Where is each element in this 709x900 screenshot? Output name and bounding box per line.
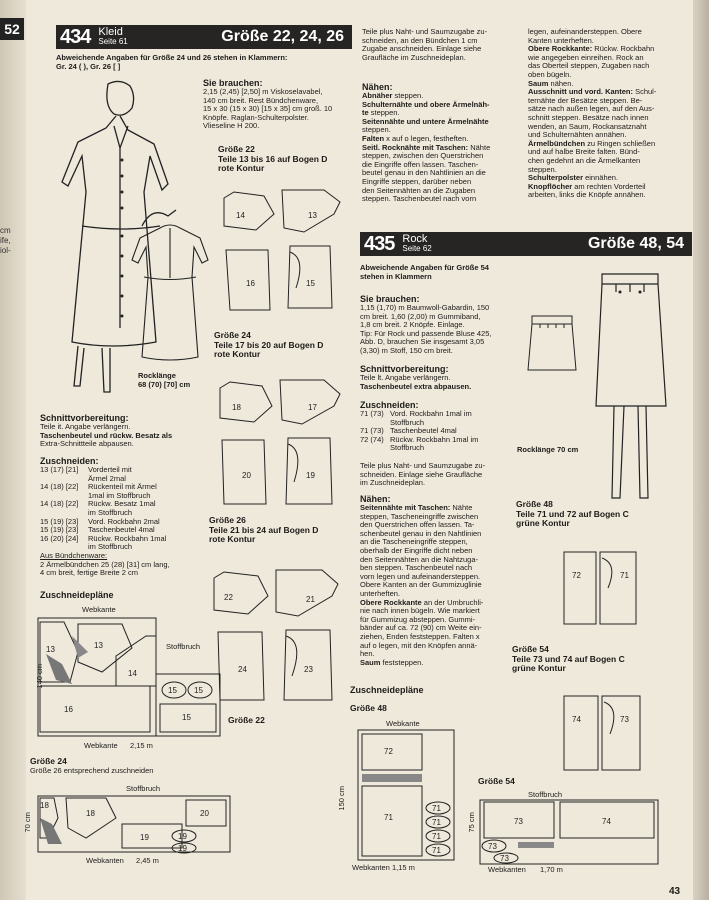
- instruction-text: den Seitennähten an die Zugaben: [362, 185, 476, 195]
- instruction-keyword: Schulternähte und obere Ärmelnäh-: [362, 99, 490, 109]
- instruction-text: am rechten Vorderteil: [572, 181, 646, 191]
- skirt-length-value: 68 (70) [70] cm: [138, 379, 191, 389]
- piece-description: im Stoffbruch: [88, 542, 133, 552]
- pattern-number: 435: [364, 232, 395, 255]
- svg-text:15: 15: [182, 713, 191, 722]
- instruction-text: Nähte: [468, 142, 491, 152]
- pattern-prep-section-435: [360, 364, 520, 391]
- instruction-text: an der Umbruchli-: [421, 597, 484, 607]
- size-22-pieces-label: [218, 145, 327, 174]
- instruction-line: [360, 659, 520, 668]
- size-sheet-line: Teile 71 und 72 auf Bogen C: [516, 508, 629, 519]
- size-26-pieces-label: [209, 516, 318, 545]
- instruction-text: nähen.: [548, 78, 574, 88]
- piece-description: Vorderteil mit: [88, 465, 132, 474]
- plan-size-note: Größe 26 entsprechend zuschneiden: [30, 765, 154, 775]
- instruction-text: steppen.: [528, 164, 557, 174]
- instruction-text: das Oberteil steppen, Zugaben nach: [528, 61, 650, 71]
- svg-text:73: 73: [500, 854, 509, 863]
- instruction-text: feststeppen.: [380, 657, 424, 667]
- fabric-width-label: 1,70 m: [540, 865, 563, 874]
- svg-text:20: 20: [242, 471, 251, 480]
- materials-title: Sie brauchen:: [360, 294, 420, 304]
- prep-line: Teile it. Angabe verlängern.: [40, 422, 131, 431]
- svg-text:73: 73: [514, 817, 523, 826]
- instruction-keyword: Seitennähte und untere Ärmelnähte: [362, 116, 489, 126]
- fabric-height-label: 75 cm: [466, 812, 476, 833]
- instruction-keyword: Saum: [528, 78, 549, 88]
- svg-text:14: 14: [236, 211, 245, 220]
- deviation-note: [56, 54, 356, 71]
- instruction-line: schneiden. Einlage siehe Graufläche: [360, 469, 483, 479]
- instruction-text: den Querstrichen offen lassen. Ta-: [360, 520, 475, 530]
- piece-numbers: 72 (74): [360, 434, 384, 444]
- instruction-keyword: Ärmelbündchen: [528, 138, 586, 148]
- size-sheet-line: Teile 17 bis 20 auf Bogen D: [214, 339, 324, 350]
- instruction-text: x auf o legen, festheften.: [384, 133, 469, 143]
- prep-line: Extra-Schnittteile abpausen.: [40, 439, 134, 449]
- instruction-keyword: Obere Rockkante:: [528, 44, 593, 54]
- instruction-line: Teile plus Naht- und Saumzugabe zu-: [360, 461, 486, 470]
- instruction-text: nie nach innen bügeln. Wie markiert: [360, 606, 480, 616]
- piece-numbers: 15 (19) [23]: [40, 516, 79, 526]
- instruction-text: oberhalb der Eingriffe dicht neben: [360, 545, 473, 555]
- instruction-text: schnitt steppen. Besätze nach innen: [528, 112, 649, 122]
- size-26-pattern-pieces: [208, 558, 348, 708]
- materials-line: 1,8 cm breit. 2 Knöpfe. Einlage.: [360, 320, 465, 330]
- instruction-text: legen, aufeinandersteppen. Obere: [528, 27, 642, 36]
- ribbing-line: 2 Ärmelbündchen 25 (28) [31] cm lang,: [40, 559, 170, 569]
- cutting-plans-title: Zuschneidepläne: [40, 590, 114, 600]
- svg-text:18: 18: [40, 801, 49, 810]
- instruction-keyword: Seitl. Rocknähte mit Taschen:: [362, 142, 469, 152]
- instruction-text: und Schulternähten annähen.: [528, 130, 627, 140]
- size-contour: grüne Kontur: [516, 518, 570, 528]
- materials-section-435: [360, 294, 520, 356]
- sewing-section-435: [360, 494, 520, 667]
- pattern-prep-section: [40, 413, 210, 449]
- selvages-label: Webkanten: [86, 856, 124, 865]
- skirt-back-view: [524, 312, 580, 374]
- fabric-height-label: 150 cm: [337, 785, 347, 811]
- deviation-note-435: [360, 264, 530, 281]
- prep-line: Taschenbeutel extra abpausen.: [360, 381, 472, 391]
- svg-text:23: 23: [304, 665, 313, 674]
- instruction-text: vorn legen und aufeinandersteppen.: [360, 571, 481, 581]
- materials-line: cm breit. 1,60 (2,00) m Gummiband,: [360, 311, 481, 321]
- instruction-text: Nähte: [450, 503, 473, 512]
- svg-text:71: 71: [384, 813, 393, 822]
- cutting-list: [360, 410, 520, 453]
- ribbing-line: 4 cm breit, fertige Breite 2 cm: [40, 568, 138, 578]
- instruction-text: zu Ringen schließen: [585, 138, 656, 148]
- materials-line: Tip: Für Rock und passende Bluse 425,: [360, 328, 492, 338]
- instruction-line: [528, 191, 698, 200]
- fabric-width-label: 1,15 m: [392, 863, 415, 872]
- svg-text:74: 74: [602, 817, 611, 826]
- piece-description: Rückw. Besatz 1mal: [88, 499, 156, 509]
- instruction-text: den Seitennähten an die Nahtzuga-: [360, 554, 479, 564]
- cutting-plan-size-24: [36, 794, 232, 856]
- cutting-row: [360, 436, 520, 445]
- piece-numbers: 15 (19) [23]: [40, 525, 79, 535]
- pattern-number: 434: [60, 25, 91, 48]
- selvage-label: Webkante: [84, 741, 118, 750]
- pattern-sizes: Größe 22, 24, 26: [221, 28, 344, 45]
- piece-description: Taschenbeutel 4mal: [390, 426, 457, 436]
- materials-line: 15 x 30 (15 x 30) [15 x 35] cm groß. 10: [203, 104, 333, 114]
- svg-text:13: 13: [94, 641, 103, 650]
- svg-text:15: 15: [168, 686, 177, 695]
- size-54-pieces-label: [512, 645, 625, 674]
- deviation-note-line: Gr. 24 ( ), Gr. 26 [ ]: [56, 61, 121, 71]
- instruction-keyword: Saum: [360, 657, 381, 667]
- fabric-height-label: 140 cm: [35, 663, 45, 689]
- size-title: Größe 22: [218, 144, 255, 154]
- instruction-text: die Eingriffe offen lassen. Taschen-: [362, 159, 479, 169]
- instruction-text: Kanten unterheften.: [528, 35, 594, 45]
- instruction-text: an die Tascheneingriffe steppen,: [360, 537, 468, 547]
- svg-text:15: 15: [306, 279, 315, 288]
- deviation-note-line: Abweichende Angaben für Größe 24 und 26 stehen in Klammern:: [56, 53, 288, 62]
- edge-text-fragment: cm: [0, 226, 11, 235]
- cutting-plan-size-54: [478, 798, 660, 866]
- svg-text:19: 19: [306, 471, 315, 480]
- piece-description: Ärmel 2mal: [88, 473, 126, 483]
- plan-size-48: Größe 48: [350, 703, 387, 713]
- svg-text:17: 17: [308, 403, 317, 412]
- fold-label: Stoffbruch: [166, 642, 201, 651]
- materials-line: (3,30) m Stoff, 150 cm breit.: [360, 345, 453, 355]
- instruction-keyword: te: [362, 108, 369, 118]
- instruction-text: wenden, an Saum, Rockansatznaht: [528, 121, 647, 131]
- selvage-label: Webkante: [386, 719, 420, 728]
- fabric-width-label: 2,45 m: [136, 856, 159, 865]
- size-sheet-line: Teile 73 und 74 auf Bogen C: [512, 653, 625, 664]
- svg-text:71: 71: [432, 804, 441, 813]
- svg-text:71: 71: [620, 571, 629, 580]
- materials-line: 2,15 (2,45) [2,50] m Viskoselavabel,: [203, 87, 323, 96]
- piece-numbers: 14 (18) [22]: [40, 499, 79, 509]
- dress-back-view: [130, 222, 210, 362]
- piece-numbers: 13 (17) [21]: [40, 465, 79, 474]
- skirt-length-label: Rocklänge: [138, 371, 176, 380]
- instruction-keyword: Falten: [362, 133, 385, 143]
- instruction-text: wie angegeben einreihen. Rock an: [528, 52, 644, 62]
- svg-text:19: 19: [140, 833, 149, 842]
- piece-description: Rückenteil mit Ärmel: [88, 482, 157, 492]
- size-contour: rote Kontur: [214, 349, 261, 359]
- instruction-keyword: Obere Rockkante: [360, 597, 422, 607]
- ribbing-title: Aus Bündchenware:: [40, 550, 108, 560]
- pattern-sizes: Größe 48, 54: [587, 235, 684, 252]
- size-22-plan-caption: Größe 22: [228, 715, 265, 725]
- instruction-line: [360, 642, 520, 651]
- sewing-continuation-right: [528, 28, 698, 200]
- size-24-pattern-pieces: [214, 370, 348, 510]
- fabric-width-label: 2,15 m: [130, 741, 153, 750]
- svg-text:15: 15: [194, 686, 203, 695]
- svg-text:24: 24: [238, 665, 247, 674]
- instruction-line: im Zuschneideplan.: [360, 478, 426, 488]
- pattern-kind: Rock: [402, 233, 428, 245]
- edge-text-fragment: ife,: [0, 236, 11, 245]
- cutting-row: [360, 410, 520, 419]
- cutting-section: [40, 456, 210, 578]
- svg-text:71: 71: [432, 832, 441, 841]
- instruction-text: arbeiten, links die Knöpfe annähen.: [528, 190, 646, 200]
- instruction-text: steppen.: [392, 91, 424, 100]
- piece-numbers: 16 (20) [24]: [40, 533, 79, 543]
- cutting-row: [360, 444, 520, 453]
- svg-text:18: 18: [86, 809, 95, 818]
- svg-text:19: 19: [178, 844, 187, 853]
- svg-text:13: 13: [308, 211, 317, 220]
- skirt-front-illustration: [590, 270, 670, 506]
- skirt-length: [138, 372, 190, 389]
- svg-text:14: 14: [128, 669, 137, 678]
- cutting-title: Zuschneiden:: [360, 400, 419, 410]
- materials-line: 1,15 (1,70) m Baumwoll-Gabardin, 150: [360, 303, 490, 312]
- svg-text:22: 22: [224, 593, 233, 602]
- instruction-text: ternähte der Besätze steppen. Be-: [528, 95, 643, 105]
- instruction-line: Zugabe anschneiden. Einlage siehe: [362, 44, 482, 54]
- svg-text:19: 19: [178, 832, 187, 841]
- svg-text:16: 16: [64, 705, 73, 714]
- piece-numbers: 71 (73): [360, 409, 384, 418]
- instruction-text: unterheften.: [360, 588, 401, 598]
- pattern-435-header: [360, 232, 692, 256]
- deviation-note-line: stehen in Klammern: [360, 271, 432, 281]
- svg-text:20: 20: [200, 809, 209, 818]
- instruction-text: und auf halbe Breite falten. Bünd-: [528, 147, 640, 157]
- previous-page-edge: [0, 0, 26, 900]
- materials-section: [203, 78, 353, 131]
- pattern-page-ref: Seite 61: [98, 37, 128, 46]
- previous-page-number: 52: [0, 18, 24, 40]
- plan-size-54: Größe 54: [478, 776, 515, 786]
- materials-title: Sie brauchen:: [203, 78, 263, 88]
- svg-text:71: 71: [432, 818, 441, 827]
- materials-line: 140 cm breit. Rest Bündchenware,: [203, 95, 319, 105]
- instruction-text: oben bügeln.: [528, 69, 572, 79]
- prep-line: Teile lt. Angabe verlängern.: [360, 373, 451, 382]
- fabric-height-label: 70 cm: [22, 812, 32, 833]
- instruction-line: [362, 195, 524, 204]
- fold-label: Stoffbruch: [528, 790, 563, 799]
- plan-size-title: Größe 24: [30, 756, 67, 766]
- instruction-text: Eingriffe steppen, darüber neben: [362, 176, 472, 186]
- prep-title: Schnittvorbereitung:: [360, 364, 449, 374]
- svg-text:72: 72: [572, 571, 581, 580]
- sewing-steps: [528, 28, 698, 200]
- cutting-list: [40, 466, 210, 552]
- sewing-steps: [360, 504, 520, 667]
- piece-numbers: 71 (73): [360, 426, 384, 436]
- size-54-pattern-pieces: [560, 692, 644, 776]
- svg-text:21: 21: [306, 595, 315, 604]
- svg-text:73: 73: [488, 842, 497, 851]
- instruction-line: Graufläche im Zuschneideplan.: [362, 52, 466, 62]
- size-24-plan-header: [30, 757, 153, 775]
- skirt-length-435: Rocklänge 70 cm: [517, 445, 579, 454]
- instruction-text: schenbeutel genau in den Nahtlinien: [360, 528, 482, 538]
- instruction-keyword: Schulterpolster: [528, 173, 584, 183]
- instruction-text: einnähen.: [583, 173, 619, 183]
- prep-title: Schnittvorbereitung:: [40, 413, 129, 423]
- materials-line: Vlieseline H 200.: [203, 121, 260, 131]
- piece-description: Stoffbruch: [390, 443, 425, 453]
- size-sheet-line: Teile 21 bis 24 auf Bogen D: [209, 524, 319, 535]
- instruction-text: steppen, zwischen den Querstrichen: [362, 151, 484, 161]
- size-contour: rote Kontur: [209, 534, 256, 544]
- piece-description: Stoffbruch: [390, 417, 425, 427]
- size-48-pieces-label: [516, 500, 629, 529]
- instruction-text: ziehen, Enden feststeppen. Falten x: [360, 631, 480, 641]
- svg-text:16: 16: [246, 279, 255, 288]
- instruction-keyword: Abnäher: [362, 91, 393, 100]
- sewing-steps: [362, 92, 524, 204]
- instruction-text: bänder auf ca. 72 (90) cm Weite ein-: [360, 623, 482, 633]
- svg-text:71: 71: [432, 846, 441, 855]
- instruction-line: schneiden, an den Bündchen 1 cm: [362, 35, 478, 45]
- sewing-title: Nähen:: [362, 82, 393, 92]
- sewing-continuation: [362, 28, 522, 62]
- materials-line: Abb. D, brauchen Sie insgesamt 3,05: [360, 337, 485, 347]
- instruction-keyword: Ausschnitt und vord. Kanten:: [528, 87, 633, 97]
- size-title: Größe 24: [214, 330, 251, 340]
- instruction-keyword: Knopflöcher: [528, 181, 573, 191]
- instruction-line: Teile plus Naht- und Saumzugabe zu-: [362, 27, 488, 36]
- cutting-plans-title-435: Zuschneidepläne: [350, 685, 424, 695]
- pattern-kind: Kleid: [98, 26, 123, 38]
- pattern-434-header: [56, 25, 352, 49]
- size-24-pieces-label: [214, 331, 323, 360]
- instruction-text: steppen.: [368, 108, 400, 118]
- size-sheet-line: Teile 13 bis 16 auf Bogen D: [218, 153, 328, 164]
- cutting-plan-size-48: [356, 728, 456, 862]
- pattern-page-ref: Seite 62: [402, 244, 432, 253]
- piece-description: Taschenbeutel 4mal: [88, 525, 155, 535]
- instruction-text: steppen, Tascheneingriffe zwischen: [360, 511, 479, 521]
- cutting-title: Zuschneiden:: [40, 456, 99, 466]
- edge-text-fragment: iol-: [0, 246, 11, 255]
- svg-text:72: 72: [384, 747, 393, 756]
- instruction-text: für Gummizug absteppen. Gummi-: [360, 614, 476, 624]
- selvages-label: Webkanten: [352, 863, 390, 872]
- instruction-text: Rückw. Rockbahn: [592, 44, 655, 54]
- svg-text:18: 18: [232, 403, 241, 412]
- deviation-note-line: Abweichende Angaben für Größe 54: [360, 263, 489, 272]
- selvages-label: Webkanten: [488, 865, 526, 874]
- instruction-text: steppen. Taschenbeutel nach vorn: [362, 194, 477, 204]
- instruction-text: chen gedehnt an die Ärmelkanten: [528, 155, 641, 165]
- instruction-text: steppen.: [362, 125, 391, 135]
- selvage-label: Webkante: [82, 605, 116, 614]
- instruction-text: Obere Kanten an der Gummizuglinie: [360, 580, 482, 590]
- size-title: Größe 54: [512, 644, 549, 654]
- size-48-pattern-pieces: [560, 548, 642, 630]
- size-22-pattern-pieces: [218, 180, 348, 316]
- size-title: Größe 48: [516, 499, 553, 509]
- size-contour: rote Kontur: [218, 163, 265, 173]
- piece-description: Rückw. Rockbahn 1mal im: [390, 434, 479, 444]
- piece-description: 1mal im Stoffbruch: [88, 490, 151, 500]
- piece-numbers: 14 (18) [22]: [40, 482, 79, 492]
- instruction-text: sätze nach außen legen, auf den Aus-: [528, 104, 655, 114]
- instruction-text: hen.: [360, 649, 375, 659]
- fold-label: Stoffbruch: [126, 784, 161, 793]
- svg-text:13: 13: [46, 645, 55, 654]
- piece-description: im Stoffbruch: [88, 507, 133, 517]
- sewing-title: Nähen:: [360, 494, 391, 504]
- piece-description: Vord. Rockbahn 1mal im: [390, 409, 472, 418]
- cutting-section-435: [360, 400, 520, 453]
- cutting-plan-size-22: [36, 616, 222, 740]
- svg-text:74: 74: [572, 715, 581, 724]
- materials-line: Knöpfe. Raglan-Schulterpolster.: [203, 112, 309, 122]
- prep-line: Taschenbeutel und rückw. Besatz als: [40, 430, 173, 440]
- allowance-note-435: [360, 462, 520, 488]
- svg-text:73: 73: [620, 715, 629, 724]
- instruction-text: ben steppen. Taschenbeutel nach: [360, 563, 473, 573]
- instruction-text: Schul-: [633, 87, 657, 97]
- page-number: 43: [669, 886, 681, 897]
- piece-description: Vord. Rockbahn 2mal: [88, 516, 160, 526]
- instruction-text: beutel genau in den Nahtlinien an die: [362, 168, 486, 178]
- instruction-text: auf o legen, mit den Knöpfen annä-: [360, 640, 478, 650]
- sewing-section-434: [362, 82, 524, 204]
- size-contour: grüne Kontur: [512, 663, 566, 673]
- piece-description: Rückw. Rockbahn 1mal: [88, 533, 167, 543]
- instruction-keyword: Seitennähte mit Taschen:: [360, 503, 451, 512]
- size-title: Größe 26: [209, 515, 246, 525]
